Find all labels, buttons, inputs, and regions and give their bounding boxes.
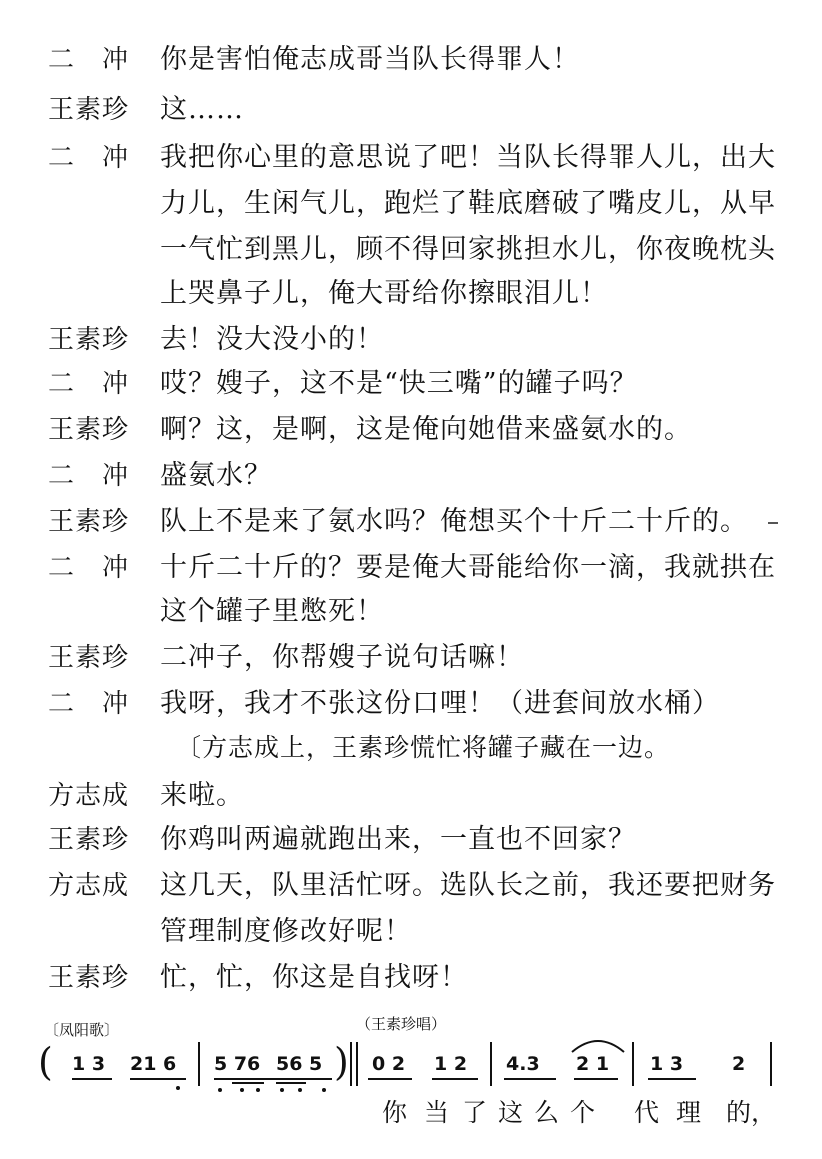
dialogue-line xyxy=(0,588,822,636)
low-octave-dot xyxy=(240,1088,244,1092)
bar-line xyxy=(198,1042,200,1086)
speaker-name: 二 冲 xyxy=(48,553,130,583)
dialogue-line xyxy=(0,772,822,820)
close-paren: ) xyxy=(334,1040,349,1084)
dialogue-line xyxy=(0,862,822,910)
speaker-name: 二 冲 xyxy=(48,689,130,719)
speech-text: 我呀，我才不张这份口哩！（进套间放水桶） xyxy=(160,688,720,719)
note-group: 2 1 xyxy=(576,1053,610,1075)
dialogue-line xyxy=(0,226,822,274)
note-group: 5 76 xyxy=(214,1053,261,1075)
dialogue-line xyxy=(0,360,822,408)
tune-label: 〔凤阳歌〕 xyxy=(44,1021,120,1039)
speech-text: 上哭鼻子儿，俺大哥给你擦眼泪儿！ xyxy=(160,278,608,309)
speech-text: 啊？这，是啊，这是俺向她借来盛氨水的。 xyxy=(160,414,692,445)
speech-text: 忙，忙，你这是自找呀！ xyxy=(160,962,468,993)
lyric-syllable: 代 xyxy=(634,1098,660,1127)
beam-line xyxy=(432,1078,478,1080)
dialogue-line xyxy=(0,134,822,182)
note-group: 2 xyxy=(732,1053,746,1075)
low-octave-dot xyxy=(280,1088,284,1092)
speech-text: 来啦。 xyxy=(160,780,244,811)
speaker-name: 王素珍 xyxy=(48,415,130,445)
speech-text: 队上不是来了氨水吗？俺想买个十斤二十斤的。 xyxy=(160,506,748,537)
note-group: 4.3 xyxy=(506,1053,540,1075)
dialogue-line xyxy=(0,452,822,500)
margin-mark xyxy=(768,522,778,524)
note-group: 56 5 xyxy=(276,1053,323,1075)
beam-line xyxy=(276,1082,306,1084)
speech-text: 二冲子，你帮嫂子说句话嘛！ xyxy=(160,642,524,673)
low-octave-dot xyxy=(322,1088,326,1092)
stage-direction-line xyxy=(0,724,822,772)
speech-text: 我把你心里的意思说了吧！当队长得罪人儿，出大 xyxy=(160,142,776,173)
speech-text: 哎？嫂子，这不是“快三嘴”的罐子吗？ xyxy=(160,368,638,399)
bar-line xyxy=(490,1042,492,1086)
lyric-syllable: 理 xyxy=(676,1098,702,1127)
speaker-name: 方志成 xyxy=(48,781,130,811)
beam-line xyxy=(130,1078,186,1080)
low-octave-dot xyxy=(218,1088,222,1092)
speaker-name: 王素珍 xyxy=(48,643,130,673)
double-bar-line xyxy=(350,1042,358,1086)
open-paren: ( xyxy=(38,1040,53,1084)
speech-text: 盛氨水？ xyxy=(160,460,272,491)
note-group: 1 3 xyxy=(650,1053,684,1075)
speech-text: 这…… xyxy=(160,94,244,125)
bar-line xyxy=(632,1042,634,1086)
bar-line xyxy=(770,1042,772,1086)
beam-line xyxy=(232,1082,264,1084)
dialogue-line xyxy=(0,316,822,364)
speech-text: 管理制度修改好呢！ xyxy=(160,916,412,947)
speaker-name: 王素珍 xyxy=(48,963,130,993)
speaker-name: 王素珍 xyxy=(48,325,130,355)
low-octave-dot xyxy=(256,1088,260,1092)
lyric-syllable: 个 xyxy=(570,1098,596,1127)
lyric-syllable: 的， xyxy=(726,1098,777,1127)
note-group: 0 2 xyxy=(372,1053,406,1075)
lyric-syllable: 这 xyxy=(498,1098,524,1127)
note-group: 1 2 xyxy=(434,1053,468,1075)
dialogue-line xyxy=(0,908,822,956)
speech-text: 一气忙到黑儿，顾不得回家挑担水儿，你夜晚枕头 xyxy=(160,234,776,265)
dialogue-line xyxy=(0,544,822,592)
speech-text: 去！没大没小的！ xyxy=(160,324,384,355)
dialogue-line xyxy=(0,270,822,318)
lyric-syllable: 你 xyxy=(382,1098,408,1127)
lyric-syllable: 么 xyxy=(534,1098,560,1127)
dialogue-line xyxy=(0,498,822,546)
note-group: 1 3 xyxy=(72,1053,106,1075)
dialogue-line xyxy=(0,634,822,682)
speech-text: 你鸡叫两遍就跑出来，一直也不回家？ xyxy=(160,824,636,855)
speaker-name: 王素珍 xyxy=(48,507,130,537)
speech-text: 十斤二十斤的？要是俺大哥能给你一滴，我就拱在 xyxy=(160,552,776,583)
beam-line xyxy=(574,1078,618,1080)
beam-line xyxy=(648,1078,696,1080)
speech-text: 这个罐子里憋死！ xyxy=(160,596,384,627)
speech-text: 力儿，生闲气儿，跑烂了鞋底磨破了嘴皮儿，从早 xyxy=(160,188,776,219)
speaker-name: 二 冲 xyxy=(48,45,130,75)
beam-line xyxy=(214,1078,332,1080)
dialogue-line xyxy=(0,816,822,864)
speaker-name: 王素珍 xyxy=(48,825,130,855)
speaker-name: 二 冲 xyxy=(48,461,130,491)
stage-direction: 〔方志成上，王素珍慌忙将罐子藏在一边。 xyxy=(176,733,671,762)
speaker-name: 方志成 xyxy=(48,871,130,901)
dialogue-line xyxy=(0,954,822,1002)
singer-label: （王素珍唱） xyxy=(356,1015,447,1033)
low-octave-dot xyxy=(298,1088,302,1092)
lyric-syllable: 当 xyxy=(424,1098,450,1127)
dialogue-line xyxy=(0,406,822,454)
speech-text: 你是害怕俺志成哥当队长得罪人！ xyxy=(160,44,580,75)
speaker-name: 二 冲 xyxy=(48,369,130,399)
dialogue-line xyxy=(0,36,822,84)
beam-line xyxy=(504,1078,556,1080)
beam-line xyxy=(72,1078,112,1080)
note-group: 21 6 xyxy=(130,1053,177,1075)
numbered-notation xyxy=(0,1030,822,1150)
speaker-name: 二 冲 xyxy=(48,143,130,173)
dialogue-line xyxy=(0,86,822,134)
speech-text: 这几天，队里活忙呀。选队长之前，我还要把财务 xyxy=(160,870,776,901)
dialogue-line xyxy=(0,180,822,228)
low-octave-dot xyxy=(176,1086,180,1090)
dialogue-line xyxy=(0,680,822,728)
speaker-name: 王素珍 xyxy=(48,95,130,125)
slur-mark xyxy=(570,1034,626,1054)
lyric-syllable: 了 xyxy=(462,1098,488,1127)
beam-line xyxy=(368,1078,412,1080)
